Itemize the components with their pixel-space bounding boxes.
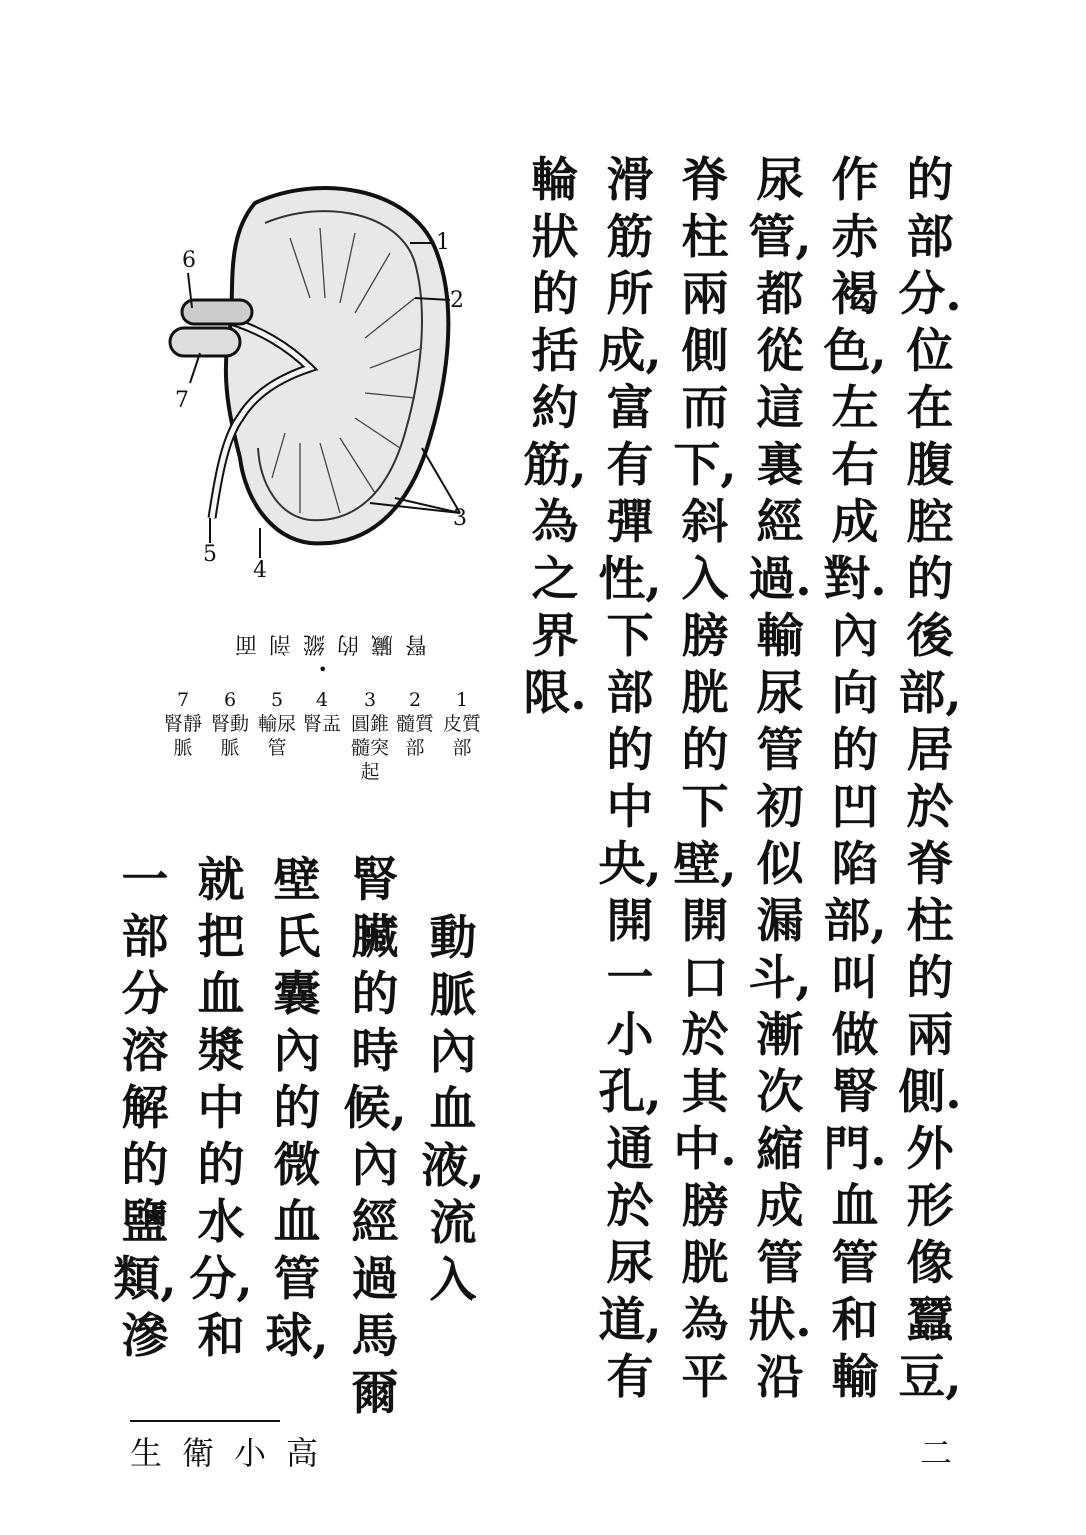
footer-book-title	[130, 1428, 338, 1474]
legend-num-4: 4	[315, 689, 329, 711]
figure-label-1: 1	[436, 230, 450, 255]
text-column-4: 脊柱兩側而下,斜入膀胱的下壁,開口於其中.膀胱為平	[673, 153, 737, 1405]
legend-item-7	[163, 688, 203, 760]
figure-label-4: 4	[253, 558, 267, 583]
kidney-figure	[160, 178, 490, 583]
legend-text-7: 腎靜脈	[163, 713, 202, 759]
lower-column-0: 動脈內血液,流入	[421, 911, 485, 1308]
legend-item-4	[302, 688, 342, 736]
legend-num-6: 6	[223, 689, 237, 711]
legend-num-7: 7	[176, 689, 190, 711]
legend-text-6: 腎動脈	[210, 713, 249, 759]
figure-label-5: 5	[203, 542, 217, 567]
legend-num-2: 2	[408, 689, 422, 711]
text-column-3: 尿管,都從這裏經過.輸尿管初似漏斗,漸次縮成管狀.沿	[748, 153, 812, 1405]
legend-text-1: 皮質部	[442, 713, 481, 759]
lower-column-1: 腎臟的時候,內經過馬爾	[343, 853, 407, 1421]
text-column-6: 輪狀的括約筋,為之界限.	[523, 153, 587, 721]
figure-label-7: 7	[175, 388, 189, 413]
legend-num-3: 3	[363, 689, 377, 711]
legend-text-4: 腎盂	[302, 713, 341, 735]
page-number: 二	[920, 1434, 953, 1472]
figure-caption: 腎臟的縱剖面	[223, 631, 428, 656]
legend-item-3	[350, 688, 390, 784]
figure-label-3: 3	[453, 506, 467, 531]
footer-rule	[130, 1420, 280, 1422]
text-column-1: 的部分.位在腹腔的後部,居於脊柱的兩側.外形像蠶豆,	[898, 153, 962, 1405]
lower-column-3: 就把血漿中的水分,和	[189, 853, 253, 1364]
legend-num-5: 5	[270, 689, 284, 711]
lower-column-2: 壁氏囊內的微血管球,	[265, 853, 329, 1364]
caption-dot: •	[318, 660, 328, 679]
legend-text-3: 圓錐髓突起	[350, 713, 389, 783]
lower-column-4: 一部分溶解的鹽類,滲	[113, 853, 177, 1364]
figure-label-6: 6	[182, 248, 196, 273]
text-column-2: 作赤褐色,左右成對.內向的凹陷部,叫做腎門.血管和輸	[823, 153, 887, 1405]
figure-label-2: 2	[450, 288, 464, 313]
legend-num-1: 1	[455, 689, 469, 711]
legend-text-2: 髓質部	[395, 713, 434, 759]
legend-item-5	[257, 688, 297, 760]
text-column-5: 滑筋所成,富有彈性,下部的中央,開一小孔,通於尿道,有	[598, 153, 662, 1405]
legend-item-1	[442, 688, 482, 760]
legend-text-5: 輸尿管	[257, 713, 296, 759]
footer-book-text: 高小衛生	[130, 1434, 339, 1472]
legend-item-6	[210, 688, 250, 760]
legend-item-2	[395, 688, 435, 760]
